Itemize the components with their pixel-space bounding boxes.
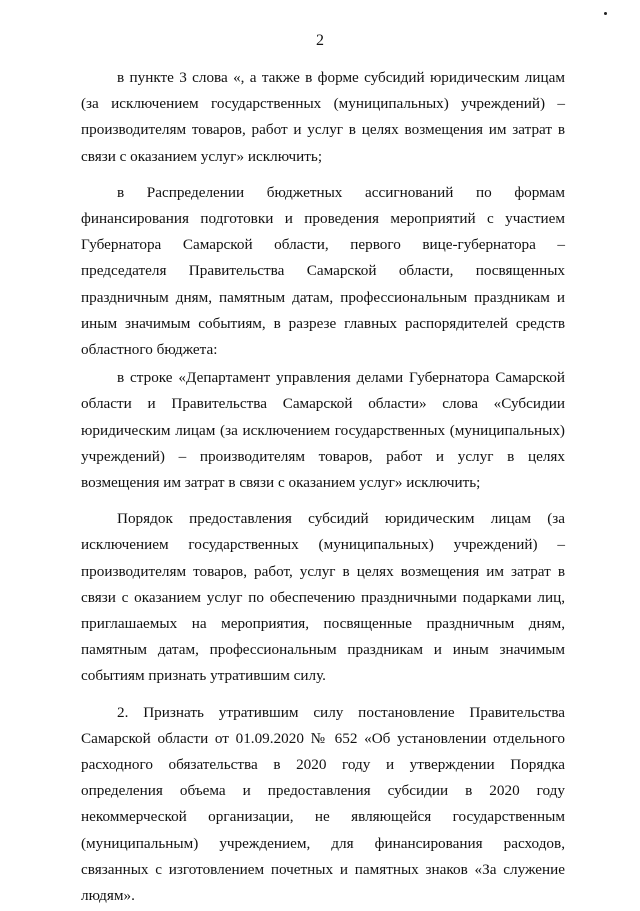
page-number: 2 [316, 32, 324, 49]
paragraph-distribution-amendment: в Распределении бюджетных ассигнований по формам финансирования подготовки и проведения мероприятий с участием Губернатора Самарской области, первого вице-губернатора – председателя Правительства Самарской области, посвященных праздничным дням, памятным датам, профессиональным праздникам и иным значимым событиям, в разрезе главных распорядителей средств областного бюджета: [81, 183, 565, 359]
paragraph-resolution-repeal: 2. Признать утратившим силу постановление Правительства Самарской области от 01.09.2020 № 652 «Об установлении отдельного расходного обязательства в 2020 году и утверждении Порядка определения объема и предоставления субсидии в 2020 году некоммерческой организации, не являющейся государственным (муниципальным) учреждением, для финансирования расходов, связанных с изготовлением почетных и памятных знаков «За служение людям». [81, 703, 565, 905]
paragraph-point-3-amendment: в пункте 3 слова «, а также в форме субсидий юридическим лицам (за исключением государственных (муниципальных) учреждений) – производителям товаров, работ и услуг в целях возмещения им затрат в связи с оказанием услуг» исключить; [81, 69, 565, 165]
scan-speck [604, 12, 607, 15]
paragraph-subsidy-procedure-repeal: Порядок предоставления субсидий юридическим лицам (за исключением государственных (муниципальных) учреждений) – производителям товаров, работ, услуг в целях возмещения им затрат в связи с оказанием услуг по обеспечению праздничными подарками лиц, приглашаемых на мероприятия, посвященные праздничным дням, памятным датам, профессиональным праздникам и иным значимым событиям признать утратившим силу. [81, 510, 565, 685]
paragraph-department-row-amendment: в строке «Департамент управления делами Губернатора Самарской области и Правительства Самарской области» слова «Субсидии юридическим лицам (за исключением государственных (муниципальных) учреждений) – производителям товаров, работ и услуг в целях возмещения им затрат в связи с оказанием услуг» исключить; [81, 369, 565, 492]
document-body [81, 65, 565, 911]
